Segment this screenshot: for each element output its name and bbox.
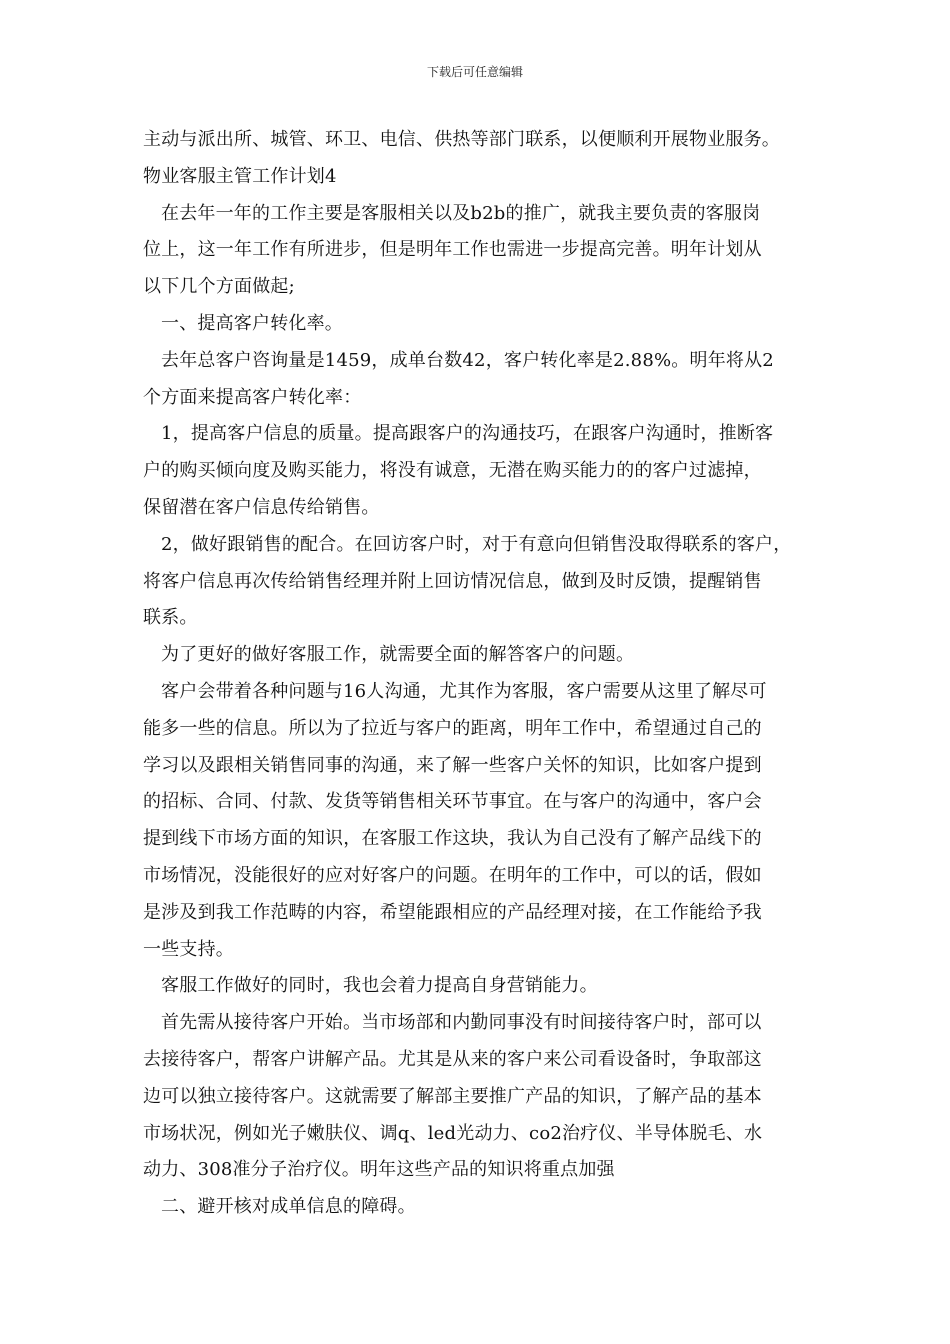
paragraph-line: 边可以独立接待客户。这就需要了解部主要推广产品的知识，了解产品的基本: [143, 1085, 762, 1107]
paragraph-line: 首先需从接待客户开始。当市场部和内勤同事没有时间接待客户时，部可以: [161, 1012, 762, 1034]
paragraph-line: 户的购买倾向度及购买能力，将没有诚意，无潜在购买能力的的客户过滤掉，: [143, 460, 762, 482]
paragraph-line: 学习以及跟相关销售同事的沟通，来了解一些客户关怀的知识，比如客户提到: [143, 754, 762, 776]
paragraph-line: 客户会带着各种问题与16人沟通，尤其作为客服，客户需要从这里了解尽可: [161, 680, 767, 702]
paragraph-line: 提到线下市场方面的知识，在客服工作这块，我认为自己没有了解产品线下的: [143, 828, 762, 850]
paragraph-line: 动力、308准分子治疗仪。明年这些产品的知识将重点加强: [143, 1159, 615, 1181]
paragraph-line: 为了更好的做好客服工作，就需要全面的解答客户的问题。: [161, 644, 635, 666]
paragraph-line: 市场情况，没能很好的应对好客户的问题。在明年的工作中，可以的话，假如: [143, 864, 762, 886]
paragraph-line: 将客户信息再次传给销售经理并附上回访情况信息，做到及时反馈，提醒销售: [143, 570, 762, 592]
paragraph-line: 个方面来提高客户转化率：: [143, 386, 362, 408]
paragraph-line: 是涉及到我工作范畴的内容，希望能跟相应的产品经理对接，在工作能给予我: [143, 901, 762, 923]
paragraph-line: 1，提高客户信息的质量。提高跟客户的沟通技巧，在跟客户沟通时，推断客: [161, 423, 774, 445]
paragraph-line: 在去年一年的工作主要是客服相关以及b2b的推广，就我主要负责的客服岗: [161, 202, 761, 224]
paragraph-line: 的招标、合同、付款、发货等销售相关环节事宜。在与客户的沟通中，客户会: [143, 791, 762, 813]
paragraph-line: 主动与派出所、城管、环卫、电信、供热等部门联系，以便顺利开展物业服务。: [143, 129, 780, 150]
document-body: [143, 122, 823, 1226]
section-title: 物业客服主管工作计划4: [143, 165, 337, 187]
paragraph-line: 联系。: [143, 607, 198, 629]
paragraph-line: 去年总客户咨询量是1459，成单台数42，客户转化率是2.88%。明年将从2: [161, 349, 774, 371]
section-heading: 一、提高客户转化率。: [161, 312, 343, 334]
paragraph-line: 2，做好跟销售的配合。在回访客户时，对于有意向但销售没取得联系的客户，: [161, 533, 792, 555]
paragraph-line: 去接待客户，帮客户讲解产品。尤其是从来的客户来公司看设备时，争取部这: [143, 1048, 762, 1070]
paragraph-line: 客服工作做好的同时，我也会着力提高自身营销能力。: [161, 975, 598, 997]
section-heading: 二、避开核对成单信息的障碍。: [161, 1196, 416, 1218]
paragraph-line: 以下几个方面做起;: [143, 276, 295, 298]
paragraph-line: 一些支持。: [143, 938, 234, 960]
page-header: 下载后可任意编辑: [426, 65, 523, 79]
paragraph-line: 能多一些的信息。所以为了拉近与客户的距离，明年工作中，希望通过自己的: [143, 717, 762, 739]
paragraph-line: 市场状况，例如光子嫩肤仪、调q、led光动力、co2治疗仪、半导体脱毛、水: [143, 1122, 763, 1144]
paragraph-line: 保留潜在客户信息传给销售。: [143, 496, 380, 518]
paragraph-line: 位上，这一年工作有所进步，但是明年工作也需进一步提高完善。明年计划从: [143, 239, 762, 261]
